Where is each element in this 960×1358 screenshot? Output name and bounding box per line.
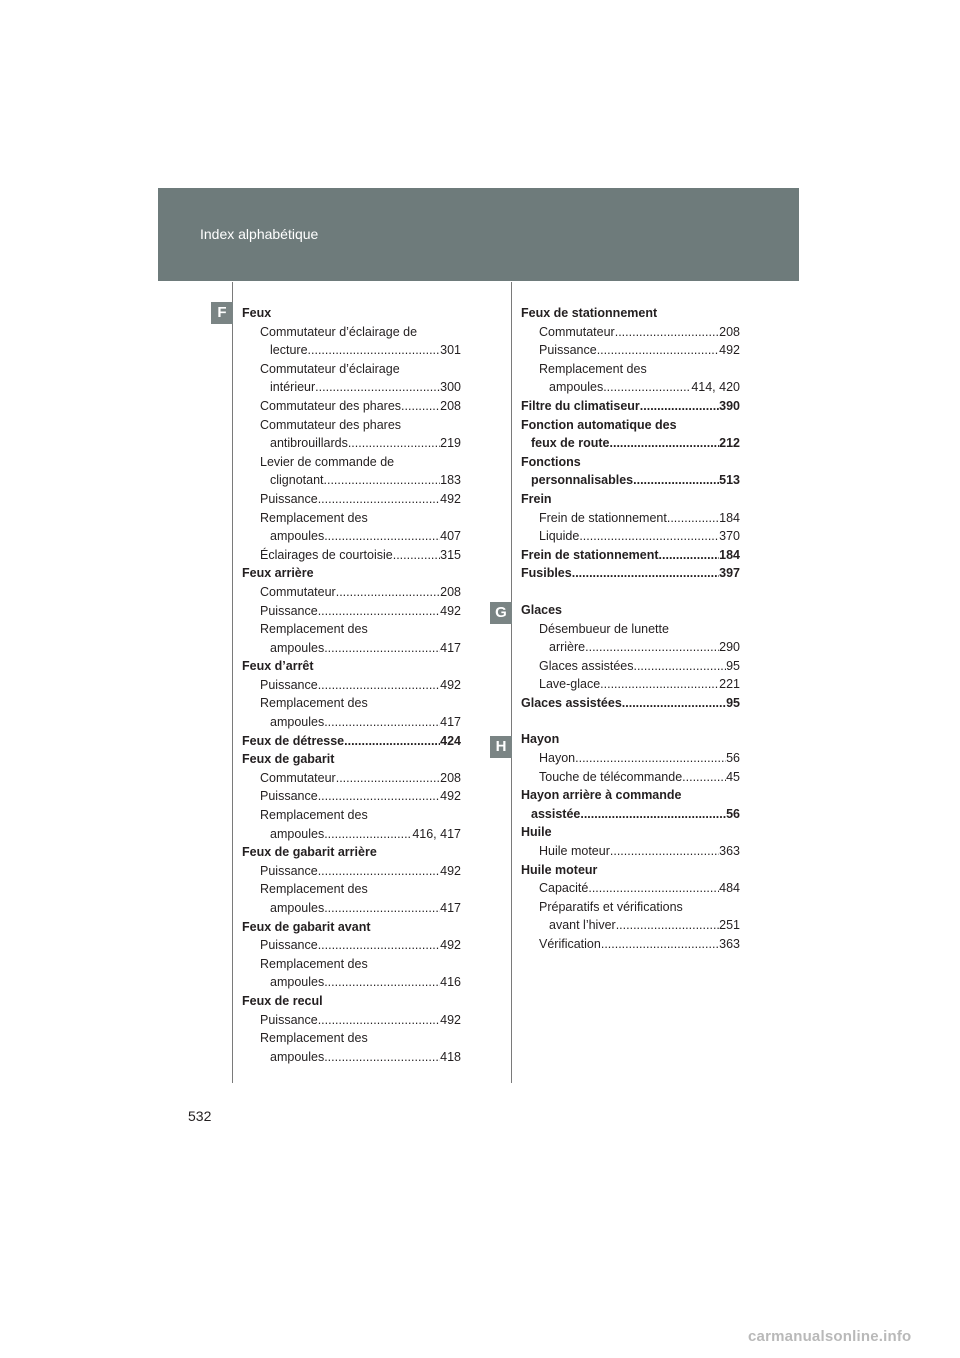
entry-text: Puissance [260,1012,318,1027]
entry-text: Hayon [521,732,560,747]
entry-text: Puissance [260,677,318,692]
entry-text: Glaces assistées [521,695,622,710]
dot-leader [324,527,440,546]
page-reference: 212 [719,436,740,451]
column-divider-right [511,282,512,1083]
section-gap [521,583,740,601]
page-reference: 484 [719,881,740,896]
dot-leader [659,546,720,565]
entry-text: assistée [531,806,581,821]
dot-leader [315,378,440,397]
dot-leader [324,639,440,658]
page-reference: 208 [440,398,461,413]
entry-text: Glaces assistées [539,658,634,673]
page-reference: 492 [440,491,461,506]
index-subentry [521,341,740,360]
section-letter-f: F [211,302,233,324]
index-subentry [242,955,461,992]
entry-text: Hayon arrière à commande [521,788,682,803]
entry-text: Remplacement des [260,510,368,525]
entry-text: Puissance [260,491,318,506]
dot-leader [318,787,440,806]
index-subentry [242,769,461,788]
index-subentry [242,546,461,565]
page-reference: 414, 420 [691,380,740,395]
entry-text: Préparatifs et vérifications [539,899,683,914]
entry-text: Puissance [260,603,318,618]
page-reference: 363 [719,937,740,951]
index-subentry [521,360,740,397]
entry-text: Lave-glace [539,677,601,692]
index-subentry [521,749,740,768]
entry-text: Commutateur des phares [260,398,402,413]
page-reference: 407 [440,529,461,544]
page-reference: 492 [440,603,461,618]
page-reference: 56 [726,751,740,766]
entry-text: Feux [242,306,272,320]
dot-leader [324,825,412,844]
index-heading [521,564,740,583]
section-letter-g: G [490,602,512,624]
index-subentry [242,360,461,397]
index-subentry [242,453,461,490]
page-reference: 416 [440,975,461,990]
entry-text: Touche de télécommande [539,769,683,784]
page-reference: 492 [440,938,461,953]
index-heading [521,304,740,323]
dot-leader [318,862,440,881]
entry-text: Commutateur d’éclairage [260,361,400,376]
index-subentry [242,936,461,955]
dot-leader [324,713,440,732]
index-subentry [521,842,740,861]
entry-text: Filtre du climatiseur [521,398,640,413]
index-subentry [242,676,461,695]
entry-text: Remplacement des [260,956,368,971]
page-reference: 95 [726,658,740,673]
index-heading [242,304,461,323]
dot-leader [318,936,440,955]
entry-text: intérieur [270,380,316,395]
dot-leader [633,471,719,490]
entry-text: Remplacement des [260,1031,368,1046]
entry-text: Remplacement des [260,622,368,637]
index-subentry [242,862,461,881]
entry-text: antibrouillards [270,436,348,451]
index-subentry [242,416,461,453]
dot-leader [610,434,720,453]
entry-text: Glaces [521,602,563,617]
entry-text: Puissance [539,343,597,358]
dot-leader [344,732,440,751]
section-gap [521,712,740,730]
dot-leader [640,397,719,416]
page-reference: 208 [440,584,461,599]
entry-text: Hayon [539,751,576,766]
entry-text: ampoules [270,901,325,915]
index-heading [242,564,461,583]
index-heading [521,453,740,490]
page-reference: 251 [719,918,740,933]
entry-text: Feux d’arrêt [242,659,314,674]
entry-text: Puissance [260,938,318,953]
dot-leader [579,527,719,546]
dot-leader [336,583,440,602]
index-subentry [242,397,461,416]
dot-leader [318,602,440,621]
entry-text: Commutateur des phares [260,417,402,432]
index-subentry [242,620,461,657]
dot-leader [401,397,440,416]
index-subentry [242,1011,461,1030]
dot-leader [324,899,440,918]
page-reference: 315 [440,547,461,562]
entry-text: Liquide [539,529,580,544]
index-column-right [521,304,740,954]
entry-text: Feux de gabarit avant [242,919,371,934]
entry-text: ampoules [270,529,325,544]
dot-leader [601,935,719,954]
page-reference: 301 [440,343,461,358]
index-subentry [521,509,740,528]
index-heading [521,786,740,823]
index-heading [521,546,740,565]
entry-text: Puissance [260,789,318,804]
index-subentry [521,323,740,342]
header-title: Index alphabétique [200,226,319,242]
dot-leader [336,769,440,788]
dot-leader [682,768,726,787]
index-subentry [242,323,461,360]
entry-text: Commutateur [260,584,336,599]
entry-text: Remplacement des [260,696,368,711]
index-subentry [242,880,461,917]
entry-text: Remplacement des [539,361,647,376]
entry-text: ampoules [270,826,325,841]
index-subentry [242,787,461,806]
entry-text: Fusibles [521,566,572,581]
page-reference: 290 [719,640,740,655]
dot-leader [667,509,719,528]
entry-text: Commutateur [539,324,615,339]
page-reference: 208 [440,770,461,785]
index-subentry [521,898,740,935]
page-reference: 221 [719,677,740,692]
dot-leader [348,434,440,453]
dot-leader [600,675,719,694]
dot-leader [615,323,719,342]
entry-text: Remplacement des [260,882,368,897]
page-reference: 513 [719,473,740,488]
dot-leader [324,973,440,992]
page-reference: 417 [440,901,461,915]
dot-leader [318,490,440,509]
page-reference: 45 [726,769,740,784]
entry-text: Fonctions [521,454,581,469]
entry-text: clignotant [270,473,324,488]
watermark: carmanualsonline.info [748,1328,912,1345]
dot-leader [580,805,726,824]
page-number: 532 [188,1108,212,1124]
entry-text: Feux de stationnement [521,306,658,320]
index-heading [521,416,740,453]
header-band [158,188,799,281]
entry-text: Feux de détresse [242,733,345,748]
page-reference: 397 [719,566,740,581]
dot-leader [318,676,440,695]
page-reference: 184 [719,510,740,525]
dot-leader [308,341,441,360]
entry-text: Commutateur [260,770,336,785]
dot-leader [318,1011,440,1030]
page-reference: 417 [440,640,461,655]
entry-text: ampoules [270,715,325,730]
index-heading [521,397,740,416]
index-subentry [242,602,461,621]
page-reference: 417 [440,715,461,730]
dot-leader [597,341,719,360]
index-subentry [521,768,740,787]
entry-text: ampoules [270,975,325,990]
index-subentry [242,1029,461,1066]
dot-leader [622,694,726,713]
dot-leader [324,471,441,490]
entry-text: avant l’hiver [549,918,616,933]
page-reference: 219 [440,436,461,451]
entry-text: Vérification [539,937,601,951]
dot-leader [633,657,726,676]
index-subentry [242,694,461,731]
dot-leader [610,842,719,861]
dot-leader [324,1048,440,1067]
entry-text: Fonction automatique des [521,417,677,432]
index-subentry [242,806,461,843]
entry-text: feux de route [531,436,610,451]
index-heading [521,823,740,842]
entry-text: Éclairages de courtoisie [260,547,393,562]
index-subentry [521,657,740,676]
page-reference: 424 [440,733,461,748]
index-subentry [521,527,740,546]
index-subentry [242,583,461,602]
dot-leader [588,879,719,898]
entry-text: Désembueur de lunette [539,621,669,636]
entry-text: ampoules [270,1049,325,1064]
entry-text: ampoules [549,380,604,395]
index-heading [242,657,461,676]
entry-text: Puissance [260,863,318,878]
entry-text: Huile [521,825,552,840]
index-subentry [521,675,740,694]
dot-leader [393,546,440,565]
entry-text: Levier de commande de [260,454,395,469]
page-reference: 184 [719,547,740,562]
index-heading [242,843,461,862]
index-subentry [242,509,461,546]
entry-text: Frein [521,491,552,506]
index-heading [242,992,461,1011]
column-divider-left [232,282,233,1083]
index-subentry [521,879,740,898]
entry-text: Feux de gabarit [242,752,335,767]
page-reference: 390 [719,398,740,413]
index-subentry [521,935,740,954]
entry-text: personnalisables [531,473,634,488]
entry-text: lecture [270,343,308,358]
page-reference: 492 [440,863,461,878]
section-letter-h: H [490,736,512,758]
index-heading [521,694,740,713]
index-heading [242,732,461,751]
index-heading [521,490,740,509]
index-column-left [242,304,461,1066]
index-subentry [521,620,740,657]
index-heading [521,861,740,880]
dot-leader [572,564,719,583]
entry-text: Frein de stationnement [539,510,667,525]
dot-leader [603,378,691,397]
entry-text: Capacité [539,881,589,896]
entry-text: Remplacement des [260,808,368,823]
entry-text: Feux arrière [242,566,314,581]
entry-text: Huile moteur [539,844,610,859]
entry-text: Feux de recul [242,993,323,1008]
entry-text: Huile moteur [521,862,598,877]
index-heading [242,918,461,937]
page-reference: 418 [440,1049,461,1064]
page-reference: 370 [719,529,740,544]
page-reference: 416, 417 [412,826,461,841]
entry-text: Feux de gabarit arrière [242,845,377,860]
index-heading [521,601,740,620]
index-heading [242,750,461,769]
entry-text: Frein de stationnement [521,547,659,562]
index-heading [521,730,740,749]
entry-text: arrière [549,640,586,655]
page-reference: 492 [440,677,461,692]
page-reference: 492 [719,343,740,358]
dot-leader [575,749,726,768]
page-reference: 56 [726,806,740,821]
index-subentry [242,490,461,509]
dot-leader [585,638,719,657]
page-reference: 300 [440,380,461,395]
page-reference: 363 [719,844,740,859]
dot-leader [616,916,719,935]
entry-text: Commutateur d’éclairage de [260,324,418,339]
page-reference: 183 [440,473,461,488]
entry-text: ampoules [270,640,325,655]
page-reference: 208 [719,324,740,339]
page-reference: 492 [440,1012,461,1027]
page-reference: 492 [440,789,461,804]
page-reference: 95 [726,695,740,710]
